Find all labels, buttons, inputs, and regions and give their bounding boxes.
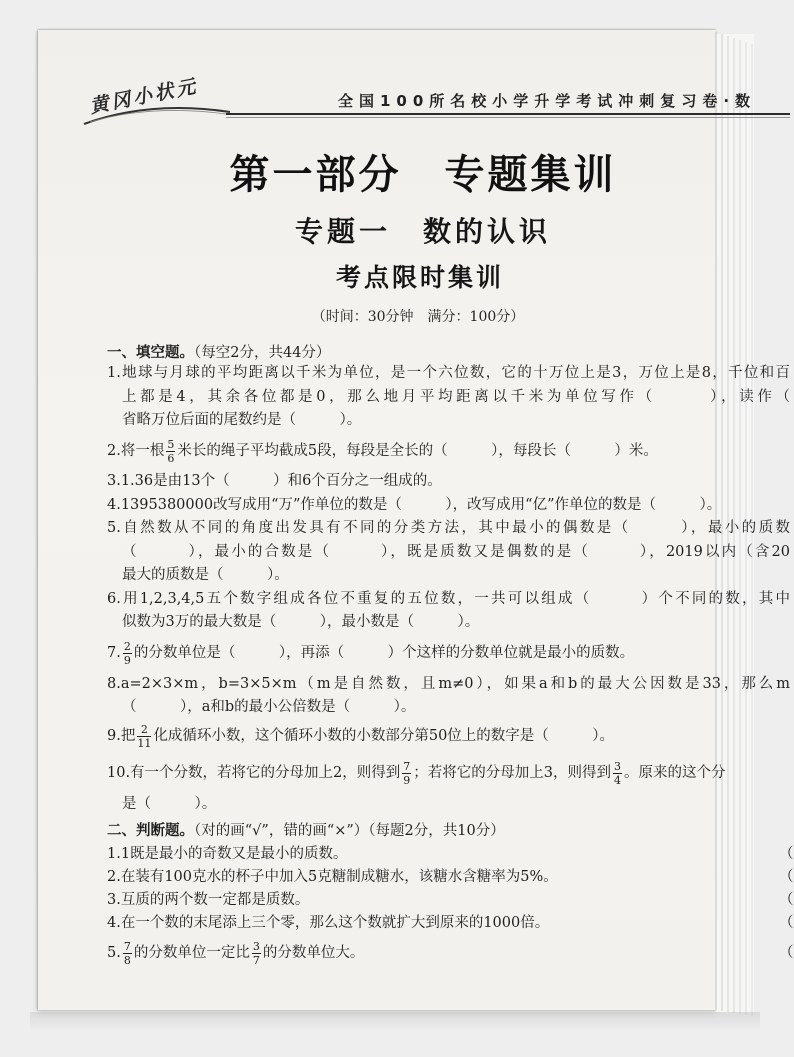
judge-item-4: 4.在一个数的末尾添上三个零，那么这个数就扩大到原来的1000倍。 — [107, 915, 550, 931]
fraction — [166, 439, 175, 464]
question-text: 2.将一根 — [107, 443, 165, 459]
section-heading-judge — [107, 820, 790, 842]
fraction — [123, 641, 132, 666]
question-text: 5. — [107, 945, 121, 961]
brand-logo: 黄冈小状元 — [87, 75, 201, 118]
answer-bracket: （ — [779, 892, 794, 908]
question-1-line-3: 省略万位后面的尾数约是（ ）。 — [122, 412, 362, 428]
question-6-line-2: 似数为3万的最大数是（ ），最小数是（ ）。 — [122, 614, 480, 630]
question-1-line-2: 上都是4，其余各位都是0，那么地月平均距离以千米为单位写作（ ），读作（ — [122, 389, 790, 405]
denominator: 11 — [137, 736, 152, 750]
header-rule-thin — [226, 117, 790, 118]
question-text: 米长的绳子平均截成5段，每段是全长的（ ），每段长（ ）米。 — [177, 443, 658, 459]
numerator: 3 — [252, 939, 260, 953]
question-text: 。原来的这个分 — [624, 765, 726, 781]
fraction — [613, 761, 622, 786]
question-text: ；若将它的分母加上3，则得到 — [413, 765, 612, 781]
time-score-limits: （时间：30分钟 满分：100分） — [311, 309, 525, 325]
denominator: 4 — [614, 773, 622, 787]
answer-bracket: （ — [779, 915, 794, 931]
judge-item-3: 3.互质的两个数一定都是质数。 — [107, 892, 310, 908]
denominator: 9 — [403, 773, 411, 787]
numerator: 2 — [123, 639, 131, 653]
numerator: 7 — [123, 939, 131, 953]
question-text: 的分数单位大。 — [262, 945, 365, 961]
numerator: 3 — [614, 759, 622, 773]
denominator: 9 — [123, 653, 131, 667]
denominator: 6 — [167, 451, 175, 465]
part-title: 第一部分 专题集训 — [229, 151, 617, 198]
topic-title: 专题一 数的认识 — [294, 215, 551, 248]
numerator: 2 — [137, 724, 151, 737]
answer-bracket: （ — [779, 869, 794, 885]
question-1-line-1: 1.地球与月球的平均距离以千米为单位，是一个六位数，它的十万位上是3，万位上是8，千位和百 — [107, 365, 790, 381]
question-4: 4.1395380000改写成用“万”作单位的数是（ ），改写成用“亿”作单位的数是（ ）。 — [107, 497, 722, 513]
question-5-line-3: 最大的质数是（ ）。 — [122, 567, 289, 583]
section-label: 一、填空题。 — [107, 344, 194, 361]
drill-title: 考点限时集训 — [335, 263, 504, 292]
fraction — [123, 941, 132, 966]
denominator: 8 — [123, 953, 131, 967]
section-label: 二、判断题。 — [107, 822, 194, 839]
question-10-line-2: 是（ ）。 — [122, 796, 217, 812]
fraction — [137, 724, 151, 749]
section-instructions: （对的画“√”，错的画“×”）（每题2分，共10分） — [194, 823, 505, 839]
question-3: 3.1.36是由13个（ ）和6个百分之一组成的。 — [107, 473, 442, 489]
question-5-line-2: （ ），最小的合数是（ ），既是质数又是偶数的是（ ），2019以内（含20 — [122, 544, 790, 560]
question-10-line-1 — [107, 759, 790, 787]
section-heading-fill — [107, 342, 790, 364]
series-title: 全国100所名校小学升学考试冲刺复习卷·数 — [338, 92, 757, 110]
question-text: 的分数单位是（ ），再添（ ）个这样的分数单位就是最小的质数。 — [133, 645, 635, 661]
question-text: 7. — [107, 645, 121, 661]
question-2 — [107, 437, 790, 465]
denominator: 7 — [252, 953, 260, 967]
header-rule — [226, 113, 790, 115]
judge-item-1: 1.1既是最小的奇数又是最小的质数。 — [107, 846, 348, 862]
question-8-line-1: 8.a=2×3×m，b=3×5×m（m是自然数，且m≠0），如果a和b的最大公因数是33，那么m — [107, 676, 790, 692]
question-7 — [107, 639, 790, 667]
question-text: 化成循环小数，这个循环小数的小数部分第50位上的数字是（ ）。 — [153, 728, 615, 744]
question-text: 10.有一个分数，若将它的分母加上2，则得到 — [107, 765, 401, 781]
question-text: 9.把 — [107, 728, 136, 744]
answer-bracket: （ — [779, 846, 794, 862]
fraction — [252, 941, 261, 966]
question-8-line-2: （ ），a和b的最小公倍数是（ ）。 — [122, 699, 416, 715]
judge-item-5 — [107, 939, 767, 967]
section-scoring: （每空2分，共44分） — [194, 345, 331, 361]
answer-bracket: （ — [779, 945, 794, 961]
numerator: 5 — [167, 437, 175, 451]
numerator: 7 — [403, 759, 411, 773]
question-text: 的分数单位一定比 — [133, 945, 250, 961]
judge-item-2: 2.在装有100克水的杯子中加入5克糖制成糖水，该糖水含糖率为5%。 — [107, 869, 558, 885]
question-9 — [107, 722, 790, 750]
question-5-line-1: 5.自然数从不同的角度出发具有不同的分类方法，其中最小的偶数是（ ），最小的质数 — [107, 520, 790, 536]
question-6-line-1: 6.用1,2,3,4,5五个数字组成各位不重复的五位数，一共可以组成（ ）个不同的数，其中 — [107, 591, 790, 607]
fraction — [402, 761, 411, 786]
